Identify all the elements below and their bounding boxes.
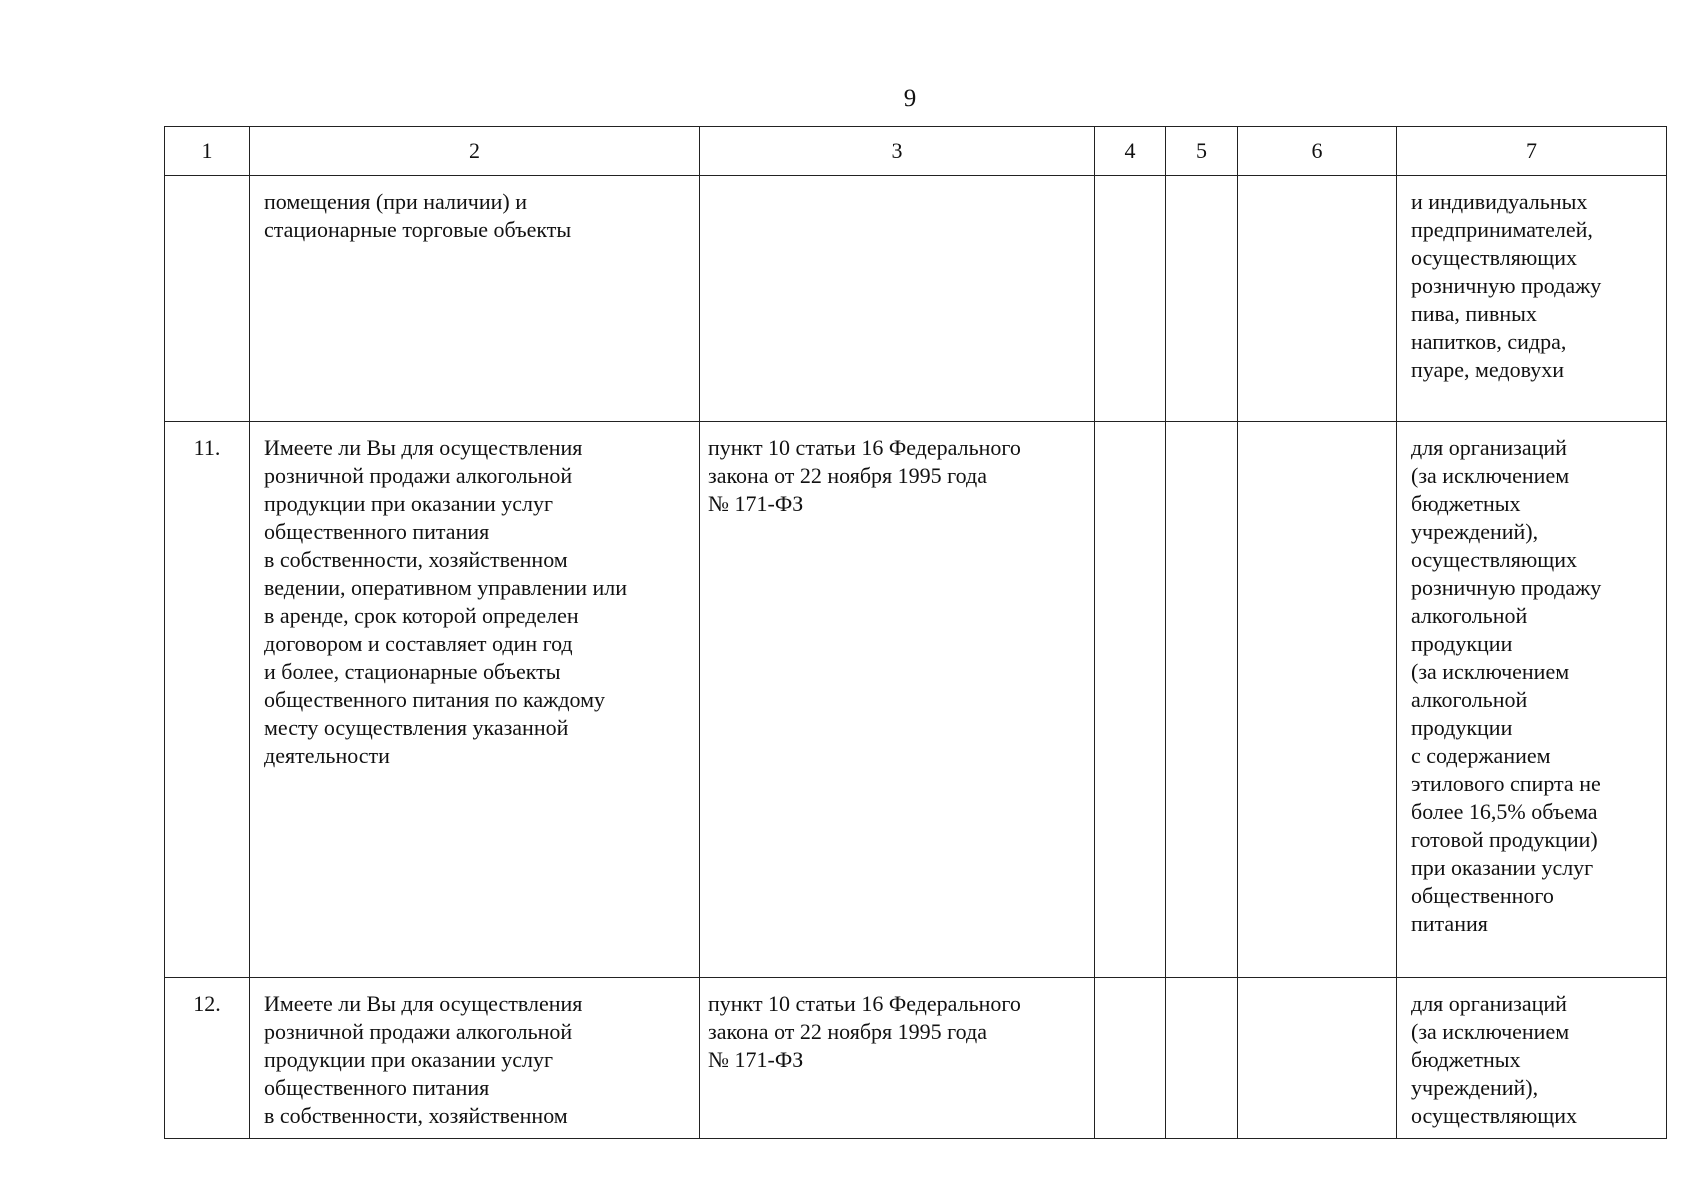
law-reference: пункт 10 статьи 16 Федерального закона от 22 ноября 1995 года № 171-ФЗ	[708, 991, 1021, 1072]
row-number: 11.	[193, 435, 221, 460]
answer-na-cell	[1238, 422, 1397, 978]
row-number-cell	[165, 978, 250, 1139]
column-header-2: 2	[250, 127, 700, 176]
table-row	[165, 422, 1667, 978]
law-cell	[700, 978, 1095, 1139]
row-number-cell	[165, 176, 250, 422]
answer-na-cell	[1238, 176, 1397, 422]
row-number-cell	[165, 422, 250, 978]
column-header-4: 4	[1095, 127, 1166, 176]
answer-yes-cell	[1095, 978, 1166, 1139]
column-header-6: 6	[1238, 127, 1397, 176]
question-text: помещения (при наличии) и стационарные торговые объекты	[264, 189, 572, 242]
table-row	[165, 176, 1667, 422]
answer-no-cell	[1166, 176, 1238, 422]
scope-text: для организаций (за исключением бюджетных учреждений), осуществляющих розничную продажу алкогольной продукции (за исключением алкогольной продукции с содержанием этилового спирта не более 16,5% объема готовой продукции) при оказании услуг общественного питания	[1411, 435, 1602, 936]
scope-cell	[1397, 422, 1667, 978]
checklist-table	[164, 126, 1667, 1139]
answer-no-cell	[1166, 422, 1238, 978]
scope-text: для организаций (за исключением бюджетных учреждений), осуществляющих	[1411, 991, 1577, 1128]
law-reference: пункт 10 статьи 16 Федерального закона от 22 ноября 1995 года № 171-ФЗ	[708, 435, 1021, 516]
page-number: 9	[903, 85, 917, 112]
question-cell	[250, 422, 700, 978]
header-row	[165, 127, 1667, 176]
law-cell	[700, 422, 1095, 978]
question-cell	[250, 176, 700, 422]
column-header-7: 7	[1397, 127, 1667, 176]
row-number	[165, 176, 249, 188]
question-cell	[250, 978, 700, 1139]
answer-no-cell	[1166, 978, 1238, 1139]
question-text: Имеете ли Вы для осуществления розничной продажи алкогольной продукции при оказании услуг общественного питания в собственности, хозяйственном ведении, оперативном управлении или в аренде, срок которой определен договором и составляет один год и более, стационарные объекты общественного питания по каждому месту осуществления указанной деятельности	[264, 435, 628, 768]
scope-cell	[1397, 176, 1667, 422]
column-header-1: 1	[165, 127, 250, 176]
law-reference	[700, 176, 1094, 196]
question-text: Имеете ли Вы для осуществления розничной продажи алкогольной продукции при оказании услуг общественного питания в собственности, хозяйственном	[264, 991, 583, 1128]
column-header-3: 3	[700, 127, 1095, 176]
answer-yes-cell	[1095, 176, 1166, 422]
scope-text: и индивидуальных предпринимателей, осуществляющих розничную продажу пива, пивных напитков, сидра, пуаре, медовухи	[1411, 189, 1602, 382]
law-cell	[700, 176, 1095, 422]
answer-na-cell	[1238, 978, 1397, 1139]
answer-yes-cell	[1095, 422, 1166, 978]
row-number: 12.	[193, 991, 221, 1016]
column-header-5: 5	[1166, 127, 1238, 176]
scope-cell	[1397, 978, 1667, 1139]
table-row	[165, 978, 1667, 1139]
